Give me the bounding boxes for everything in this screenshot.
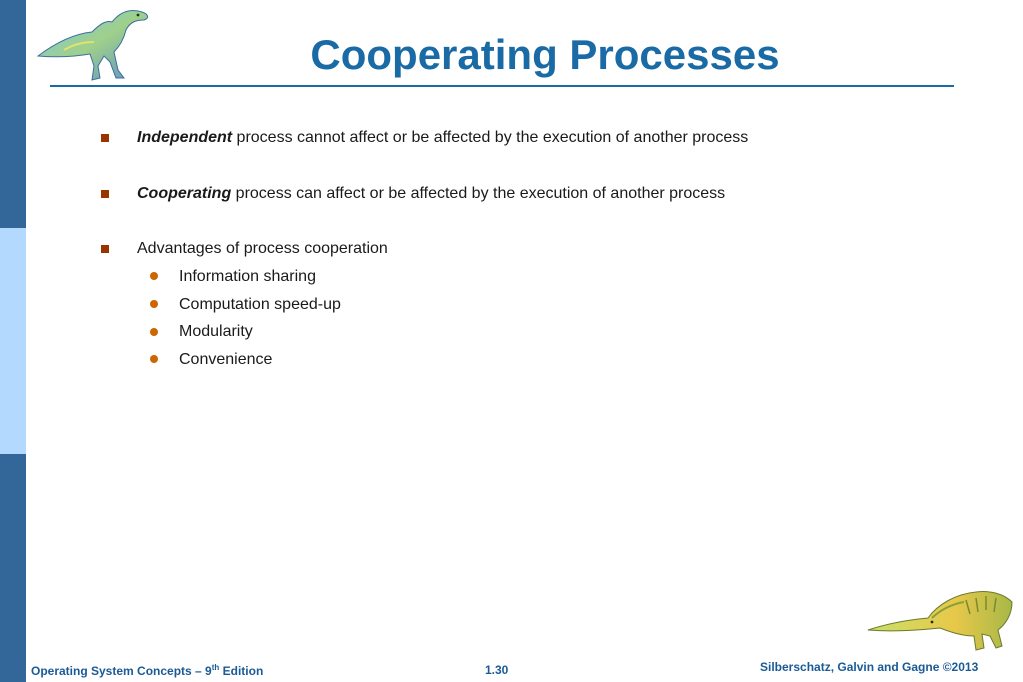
sub-bullet-item: Convenience <box>179 351 273 368</box>
side-bar-middle <box>0 228 26 454</box>
sub-bullet-dot-icon <box>150 272 158 280</box>
sub-bullet-dot-icon <box>150 300 158 308</box>
bullet-text: process can affect or be affected by the execution of another process <box>231 185 726 202</box>
side-bar-top <box>0 0 26 228</box>
footer-edition-sup: th <box>211 663 220 672</box>
bullet-term: Independent <box>137 129 233 146</box>
slide-title: Cooperating Processes <box>310 31 780 78</box>
side-bar <box>0 0 26 682</box>
bullet-text: Advantages of process cooperation <box>137 240 388 257</box>
sub-bullet-dot-icon <box>150 355 158 363</box>
footer-page-number: 1.30 <box>485 663 509 677</box>
bullet-item <box>137 128 748 148</box>
dinosaur-logo-icon <box>866 584 1016 656</box>
footer-book-title-suffix: Edition <box>219 664 264 678</box>
footer-authors: Silberschatz, Galvin and Gagne ©2013 <box>760 660 979 674</box>
bullet-square-icon <box>101 245 109 253</box>
bullet-term: Cooperating <box>137 185 232 202</box>
bullet-square-icon <box>101 190 109 198</box>
dinosaur-logo-icon <box>34 4 158 86</box>
footer-book-title-prefix: Operating System Concepts – 9 <box>31 664 212 678</box>
sub-bullet-item: Information sharing <box>179 268 316 285</box>
side-bar-bottom <box>0 454 26 682</box>
bullet-item <box>137 184 725 204</box>
bullet-square-icon <box>101 134 109 142</box>
footer-book-title <box>31 663 263 678</box>
sub-bullet-item: Modularity <box>179 323 253 340</box>
bullet-text: process cannot affect or be affected by the execution of another process <box>232 129 749 146</box>
title-divider <box>50 85 954 87</box>
bullet-item <box>137 239 388 259</box>
sub-bullet-dot-icon <box>150 328 158 336</box>
sub-bullet-item: Computation speed-up <box>179 296 341 313</box>
